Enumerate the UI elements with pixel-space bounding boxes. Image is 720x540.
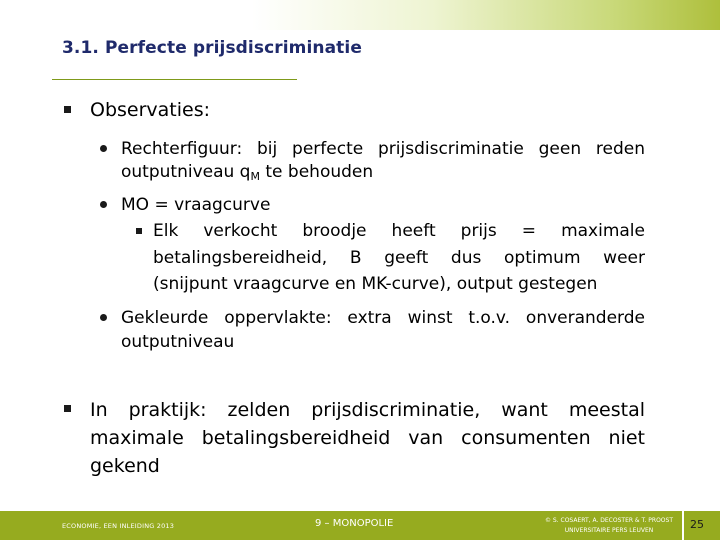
item-rechterfiguur-line1: Rechterfiguur: bij perfecte prijsdiscriminatie geen reden <box>121 139 645 159</box>
bullet-praktijk-line3: gekend <box>90 455 160 477</box>
header-gradient-band <box>0 0 720 30</box>
square-bullet-icon <box>64 106 71 113</box>
subitem-line2: betalingsbereidheid, B geeft dus optimum weer <box>153 248 645 268</box>
item-gekleurde-line1: Gekleurde oppervlakte: extra winst t.o.v. onveranderde <box>121 308 645 328</box>
bullet-praktijk-line1: In praktijk: zelden prijsdiscriminatie, want meestal <box>90 399 645 421</box>
slide-title: 3.1. Perfecte prijsdiscriminatie <box>62 38 362 58</box>
square-bullet-icon <box>64 405 71 412</box>
bullet-observaties: Observaties: <box>90 99 211 121</box>
footer-copyright: © S. COSAERT, A. DECOSTER & T. PROOST UNIVERSITAIRE PERS LEUVEN <box>544 517 673 534</box>
footer-separator <box>682 511 684 540</box>
subitem-line1: Elk verkocht broodje heeft prijs = maximale <box>153 221 645 241</box>
bullet-praktijk-line2: maximale betalingsbereidheid van consumenten niet <box>90 427 645 449</box>
subscript-m: M <box>250 170 260 183</box>
subitem-line3: (snijpunt vraagcurve en MK-curve), output gestegen <box>153 274 598 294</box>
round-bullet-icon <box>100 201 107 208</box>
round-bullet-icon <box>100 145 107 152</box>
footer-chapter: 9 – MONOPOLIE <box>315 518 394 529</box>
footer-book-title: ECONOMIE, EEN INLEIDING 2013 <box>62 522 175 530</box>
title-underline <box>52 79 297 80</box>
item-rechterfiguur-line2: outputniveau $q_M$ te behouden <box>121 162 374 183</box>
square-bullet-icon <box>136 228 142 234</box>
item-gekleurde-line2: outputniveau <box>121 332 235 352</box>
page-number: 25 <box>690 518 704 531</box>
item-mo-vraagcurve: MO = vraagcurve <box>121 195 271 215</box>
round-bullet-icon <box>100 314 107 321</box>
